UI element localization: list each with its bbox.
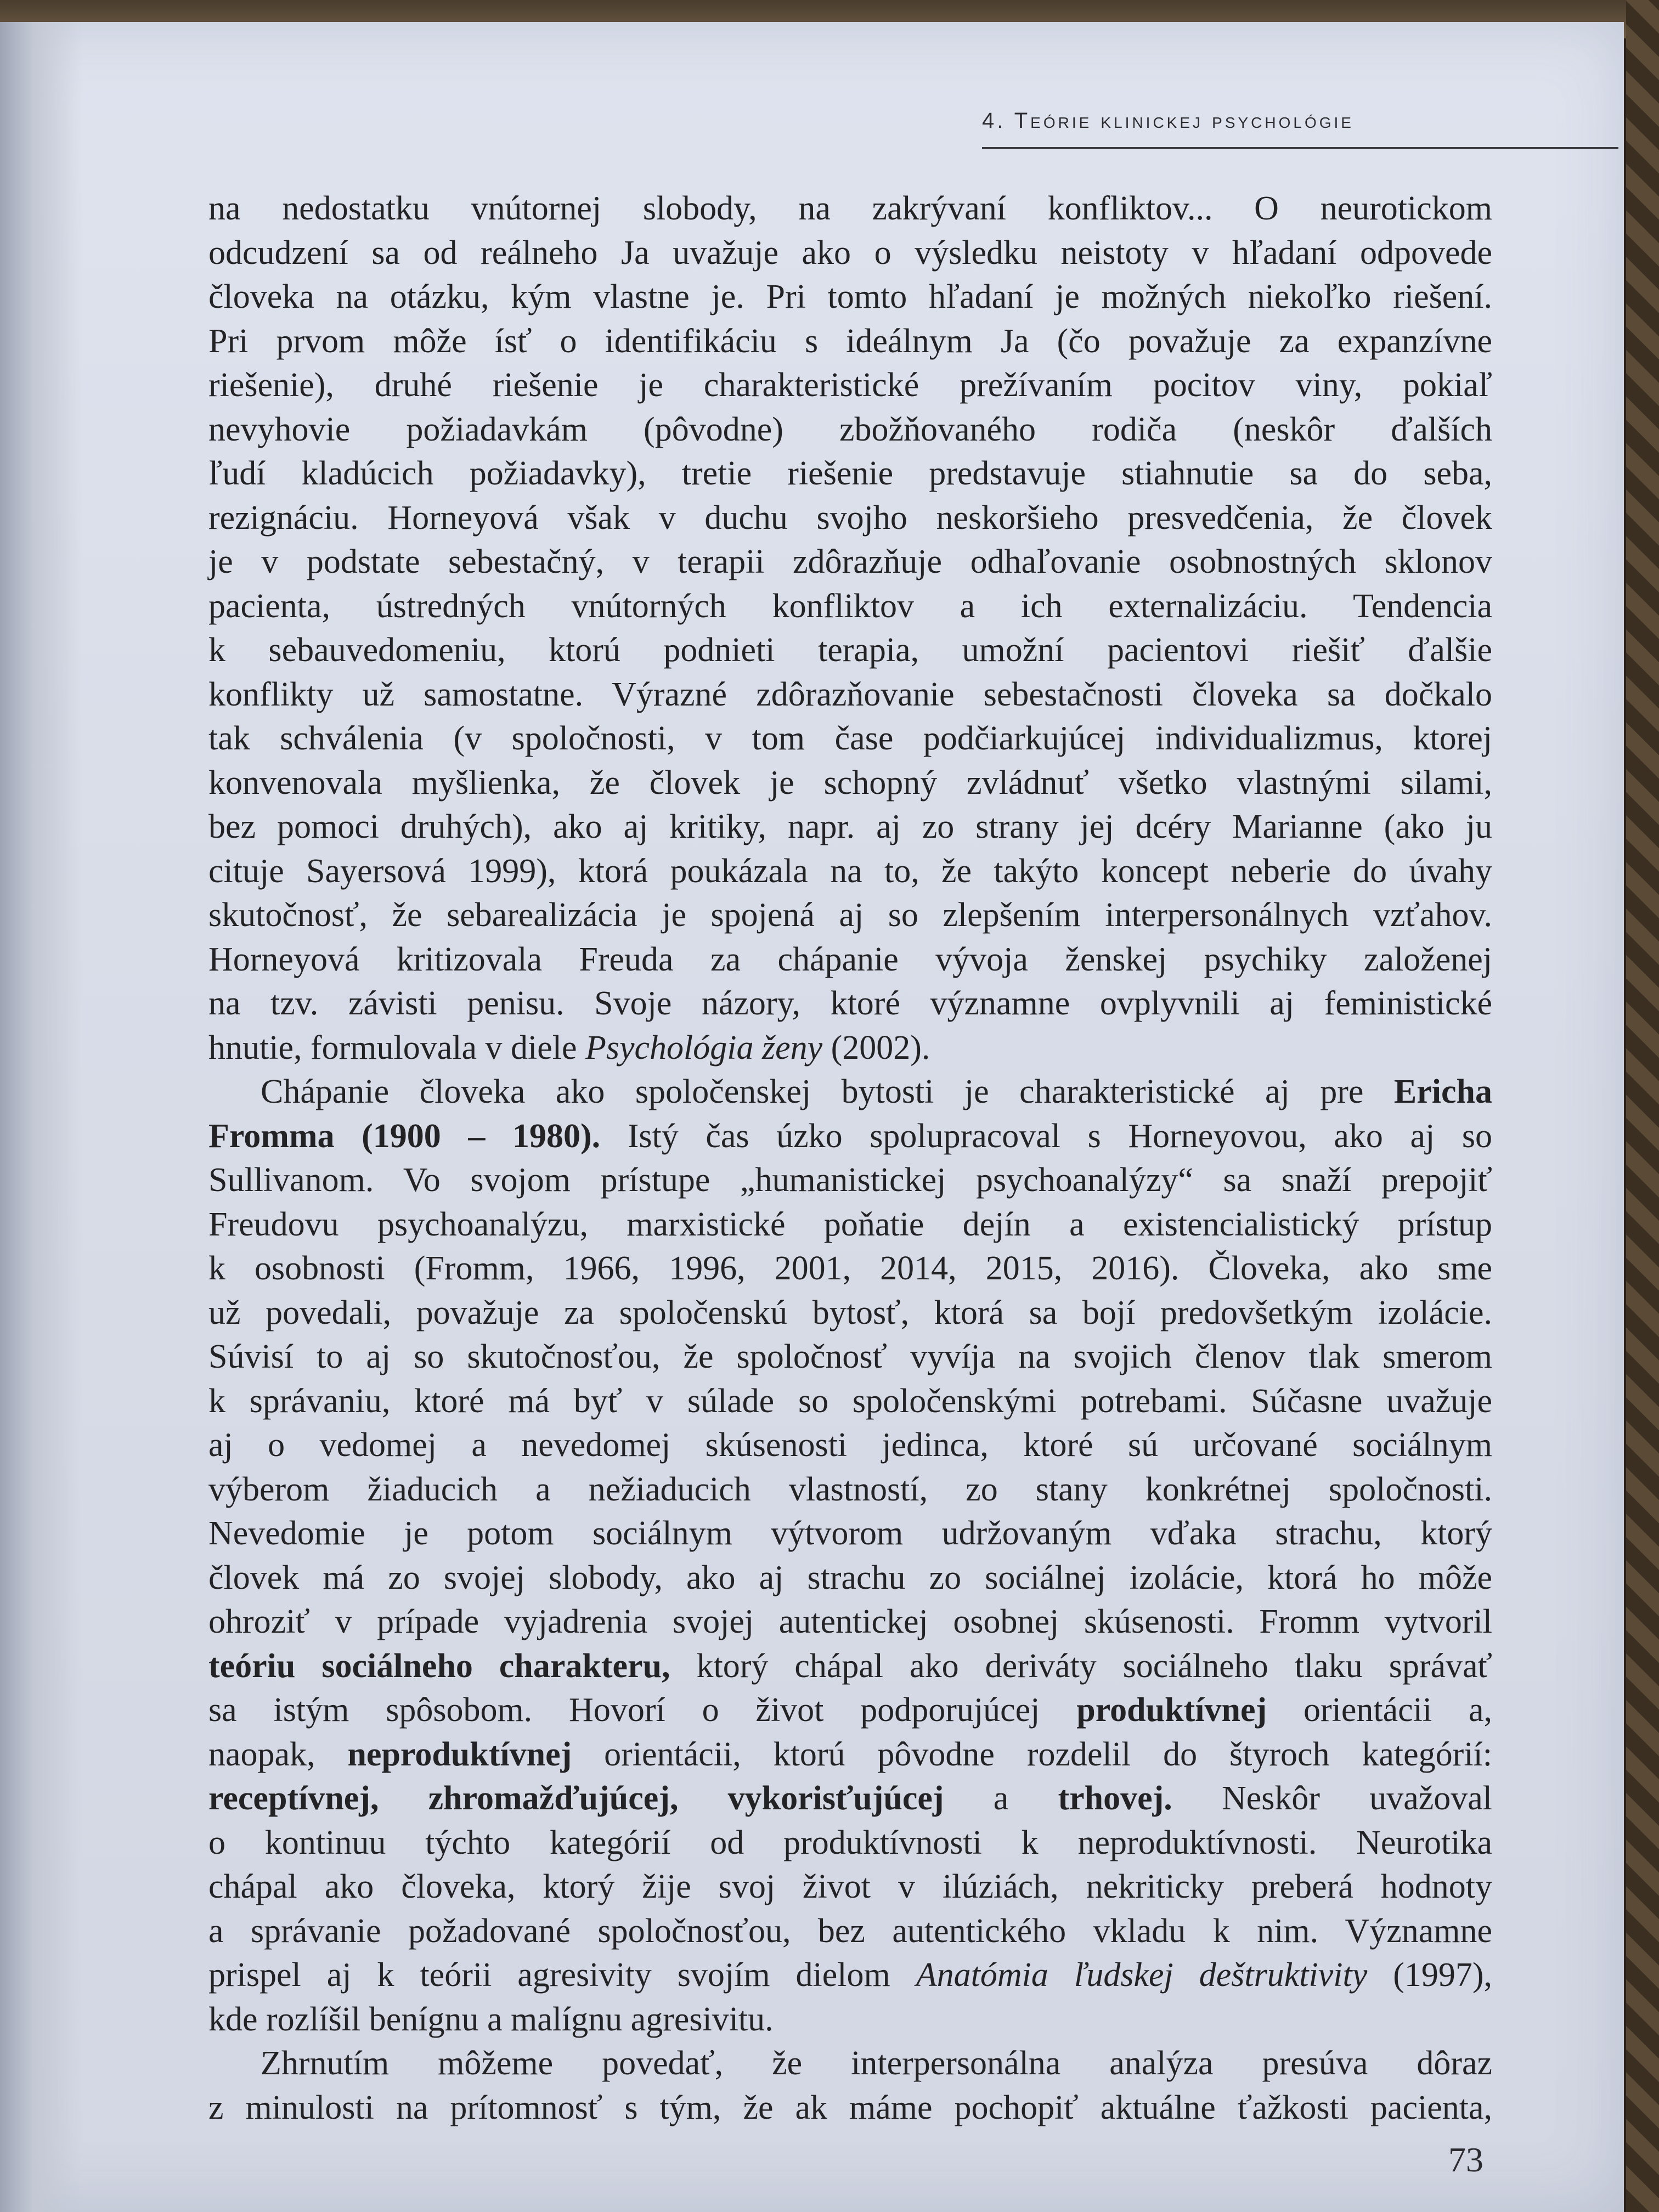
text-line: prispel aj k teórii agresivity svojím dielom Anatómia ľudskej deštruktivity (1997), — [208, 1956, 1492, 1994]
text-line: konflikty už samostatne. Výrazné zdôrazňovanie sebestačnosti človeka sa dočkalo — [208, 675, 1492, 713]
running-header-title: 4. Teórie klinickej psychológie — [982, 109, 1354, 133]
text-line: nevyhovie požiadavkám (pôvodne) zbožňovaného rodiča (neskôr ďalších — [208, 410, 1492, 448]
text-line: o kontinuu týchto kategórií od produktívnosti k neproduktívnosti. Neurotika — [208, 1824, 1492, 1861]
text-line: hnutie, formulovala v diele Psychológia ženy (2002). — [208, 1029, 930, 1066]
text-line: konvenovala myšlienka, že človek je schopný zvládnuť všetko vlastnými silami, — [208, 764, 1492, 802]
text-line: Zhrnutím môžeme povedať, že interpersonálna analýza presúva dôraz — [261, 2045, 1492, 2082]
body-text — [208, 187, 1492, 2130]
text-line: sa istým spôsobom. Hovorí o život podporujúcej produktívnej orientácii a, — [208, 1691, 1493, 1729]
text-line: Sullivanom. Vo svojom prístupe „humanistickej psychoanalýzy“ sa snaží prepojiť — [208, 1161, 1492, 1199]
text-line: kde rozlíšil benígnu a malígnu agresivitu. — [208, 2000, 774, 2038]
text-line: Súvisí to aj so skutočnosťou, že spoločnosť vyvíja na svojich členov tlak smerom — [208, 1338, 1492, 1375]
text-line: človek má zo svojej slobody, ako aj strachu zo sociálnej izolácie, ktorá ho môže — [208, 1559, 1492, 1596]
key-term: teóriu sociálneho charakteru, — [208, 1647, 670, 1685]
text-line: aj o vedomej a nevedomej skúsenosti jedinca, ktoré sú určované sociálnym — [208, 1426, 1492, 1464]
text-line: teóriu sociálneho charakteru, ktorý chápal ako deriváty sociálneho tlaku správať — [208, 1647, 1492, 1685]
text-line: ľudí kladúcich požiadavky), tretie riešenie predstavuje stiahnutie sa do seba, — [208, 455, 1492, 492]
text-line: riešenie), druhé riešenie je charakteristické prežívaním pocitov viny, pokiaľ — [208, 366, 1492, 404]
text-line: rezignáciu. Horneyová však v duchu svojho neskoršieho presvedčenia, že človek — [208, 499, 1492, 537]
text-line: Nevedomie je potom sociálnym výtvorom udržovaným vďaka strachu, ktorý — [208, 1515, 1492, 1552]
running-header — [982, 109, 1618, 149]
book-title-psychologia-zeny: Psychológia ženy — [585, 1029, 823, 1066]
text-line: z minulosti na prítomnosť s tým, že ak máme pochopiť aktuálne ťažkosti pacienta, — [208, 2089, 1492, 2126]
text-line: cituje Sayersová 1999), ktorá poukázala na to, že takýto koncept neberie do úvahy — [208, 852, 1492, 890]
key-term: neproduktívnej — [347, 1735, 572, 1773]
page-spine-shadow — [0, 22, 82, 2212]
text-line: ohroziť v prípade vyjadrenia svojej autentickej osobnej skúsenosti. Fromm vytvoril — [208, 1603, 1492, 1640]
text-line: bez pomoci druhých), ako aj kritiky, napr. aj zo strany jej dcéry Marianne (ako ju — [208, 808, 1492, 845]
key-term: receptívnej, zhromažďujúcej, vykorisťujúcej — [208, 1780, 944, 1817]
key-term: trhovej. — [1058, 1780, 1172, 1817]
text-line: skutočnosť, že sebarealizácia je spojená aj so zlepšením interpersonálnych vzťahov. — [208, 896, 1492, 934]
text-line: človeka na otázku, kým vlastne je. Pri tomto hľadaní je možných niekoľko riešení. — [208, 278, 1492, 315]
author-name-dates: Fromma (1900 – 1980). — [208, 1117, 601, 1155]
text-line: odcudzení sa od reálneho Ja uvažuje ako o výsledku neistoty v hľadaní odpovede — [208, 234, 1492, 272]
key-term: produktívnej — [1076, 1691, 1267, 1729]
text-line: na nedostatku vnútornej slobody, na zakrývaní konfliktov... O neurotickom — [208, 190, 1492, 227]
text-line: Pri prvom môže ísť o identifikáciu s ideálnym Ja (čo považuje za expanzívne — [208, 322, 1492, 360]
text-line: naopak, neproduktívnej orientácii, ktorú pôvodne rozdelil do štyroch kategórií: — [208, 1735, 1492, 1773]
book-title-anatomia: Anatómia ľudskej deštruktivity — [916, 1956, 1368, 1994]
text-line: k sebauvedomeniu, ktorú podnieti terapia, umožní pacientovi riešiť ďalšie — [208, 631, 1492, 669]
text-line: je v podstate sebestačný, v terapii zdôrazňuje odhaľovanie osobnostných sklonov — [208, 543, 1492, 580]
text-line: chápal ako človeka, ktorý žije svoj život v ilúziách, nekriticky preberá hodnoty — [208, 1868, 1492, 1905]
page-number: 73 — [1448, 2140, 1483, 2179]
text-line: už povedali, považuje za spoločenskú bytosť, ktorá sa bojí predovšetkým izolácie. — [208, 1294, 1492, 1331]
background-right — [1626, 0, 1659, 2212]
text-line: Chápanie človeka ako spoločenskej bytosti je charakteristické aj pre Ericha — [261, 1073, 1492, 1110]
text-line: Fromma (1900 – 1980). Istý čas úzko spolupracoval s Horneyovou, ako aj so — [208, 1117, 1492, 1155]
text-line: receptívnej, zhromažďujúcej, vykorisťujúcej a trhovej. Neskôr uvažoval — [208, 1780, 1492, 1817]
text-line: tak schválenia (v spoločnosti, v tom čase podčiarkujúcej individualizmus, ktorej — [208, 720, 1492, 757]
author-name: Ericha — [1393, 1073, 1492, 1110]
text-line: výberom žiaducich a nežiaducich vlastností, zo stany konkrétnej spoločnosti. — [208, 1470, 1492, 1508]
text-line: a správanie požadované spoločnosťou, bez autentického vkladu k nim. Významne — [208, 1912, 1492, 1950]
text-line: k osobnosti (Fromm, 1966, 1996, 2001, 2014, 2015, 2016). Človeka, ako sme — [208, 1250, 1492, 1287]
text-line: Horneyová kritizovala Freuda za chápanie vývoja ženskej psychiky založenej — [208, 940, 1492, 978]
text-line: Freudovu psychoanalýzu, marxistické poňatie dejín a existencialistický prístup — [208, 1205, 1492, 1243]
text-line: na tzv. závisti penisu. Svoje názory, ktoré významne ovplyvnili aj feministické — [208, 985, 1492, 1022]
text-line: pacienta, ústredných vnútorných konfliktov a ich externalizáciu. Tendencia — [208, 587, 1492, 625]
text-line: k správaniu, ktoré má byť v súlade so spoločenskými potrebami. Súčasne uvažuje — [208, 1382, 1492, 1420]
